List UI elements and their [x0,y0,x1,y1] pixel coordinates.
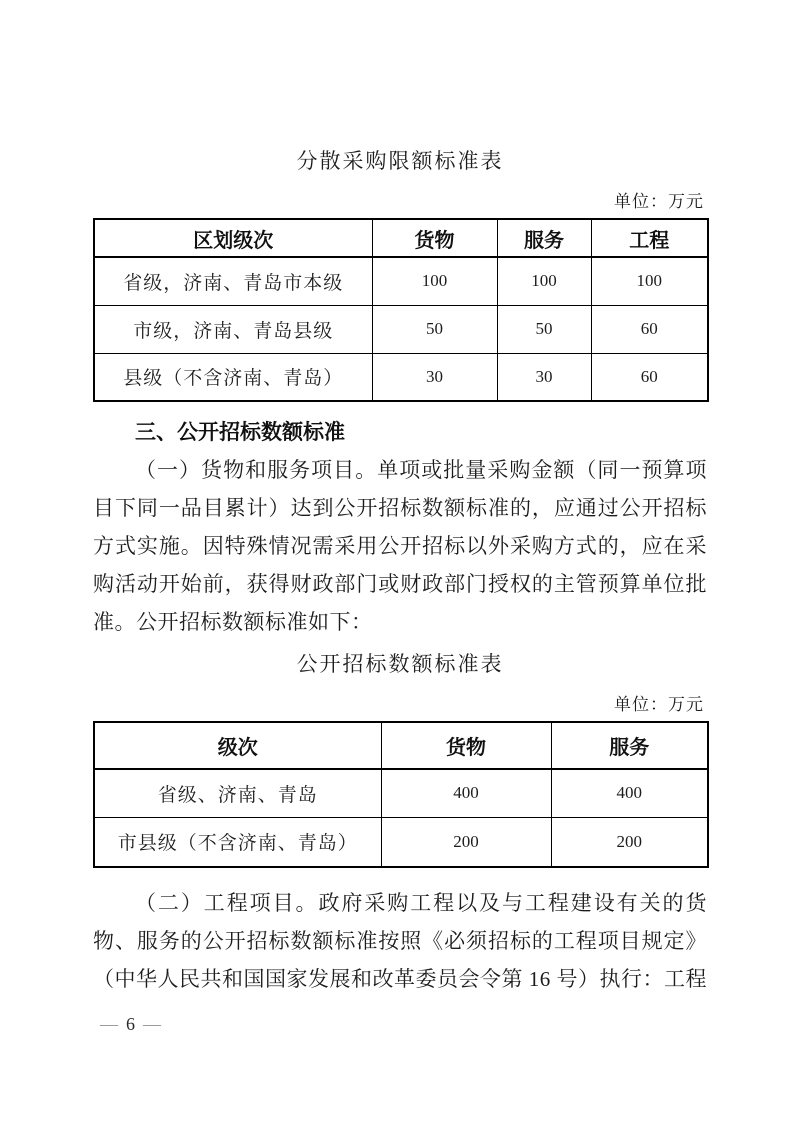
table-row [94,769,708,817]
level-cell: 市县级（不含济南、青岛） [94,817,381,867]
page-content [93,148,707,998]
table1-header-services: 服务 [497,219,591,257]
services-value-cell: 100 [497,257,591,305]
works-value-cell: 60 [591,305,708,353]
para-goods-and-services: （一）货物和服务项目。单项或批量采购金额（同一预算项目下同一品目累计）达到公开招标数额标准的，应通过公开招标方式实施。因特殊情况需采用公开招标以外采购方式的，应在采购活动开始前，获得财政部门或财政部门授权的主管预算单位批准。公开招标数额标准如下： [93,458,707,634]
goods-value-cell: 400 [381,769,551,817]
works-value-cell: 100 [591,257,708,305]
decentralized-procurement-limit-table [93,218,709,402]
region-level-cell: 省级，济南、青岛市本级 [94,257,372,305]
services-value-cell: 400 [551,769,708,817]
goods-value-cell: 50 [372,305,497,353]
table1-unit-label: 单位：万元 [614,192,704,211]
table1-header-region-level: 区划级次 [94,219,372,257]
table2-header-level: 级次 [94,722,381,769]
table-row [94,305,708,353]
table2-unit-label: 单位：万元 [614,695,704,714]
table1-header-row [94,219,708,257]
goods-value-cell: 30 [372,353,497,401]
page-number [100,1014,161,1034]
open-tender-threshold-table [93,721,709,868]
table1-title: 分散采购限额标准表 [296,149,504,173]
services-value-cell: 50 [497,305,591,353]
region-level-cell: 市级，济南、青岛县级 [94,305,372,353]
table-row [94,817,708,867]
table1-header-goods: 货物 [372,219,497,257]
works-value-cell: 60 [591,353,708,401]
page-number-value: 6 [126,1014,135,1034]
region-level-cell: 县级（不含济南、青岛） [94,353,372,401]
table1-header-works: 工程 [591,219,708,257]
table2-header-goods: 货物 [381,722,551,769]
section-heading-open-tender-standard: 三、公开招标数额标准 [135,421,345,444]
table-row [94,257,708,305]
page-number-right-dash: — [143,1014,161,1034]
para-works-projects: （二）工程项目。政府采购工程以及与工程建设有关的货物、服务的公开招标数额标准按照《必须招标的工程项目规定》（中华人民共和国国家发展和改革委员会令第 16 号）执行：工程 [93,891,707,991]
table2-header-row [94,722,708,769]
services-value-cell: 200 [551,817,708,867]
goods-value-cell: 200 [381,817,551,867]
table-row [94,353,708,401]
goods-value-cell: 100 [372,257,497,305]
services-value-cell: 30 [497,353,591,401]
page-number-left-dash: — [100,1014,118,1034]
table2-title: 公开招标数额标准表 [296,652,504,676]
table2-header-services: 服务 [551,722,708,769]
level-cell: 省级、济南、青岛 [94,769,381,817]
